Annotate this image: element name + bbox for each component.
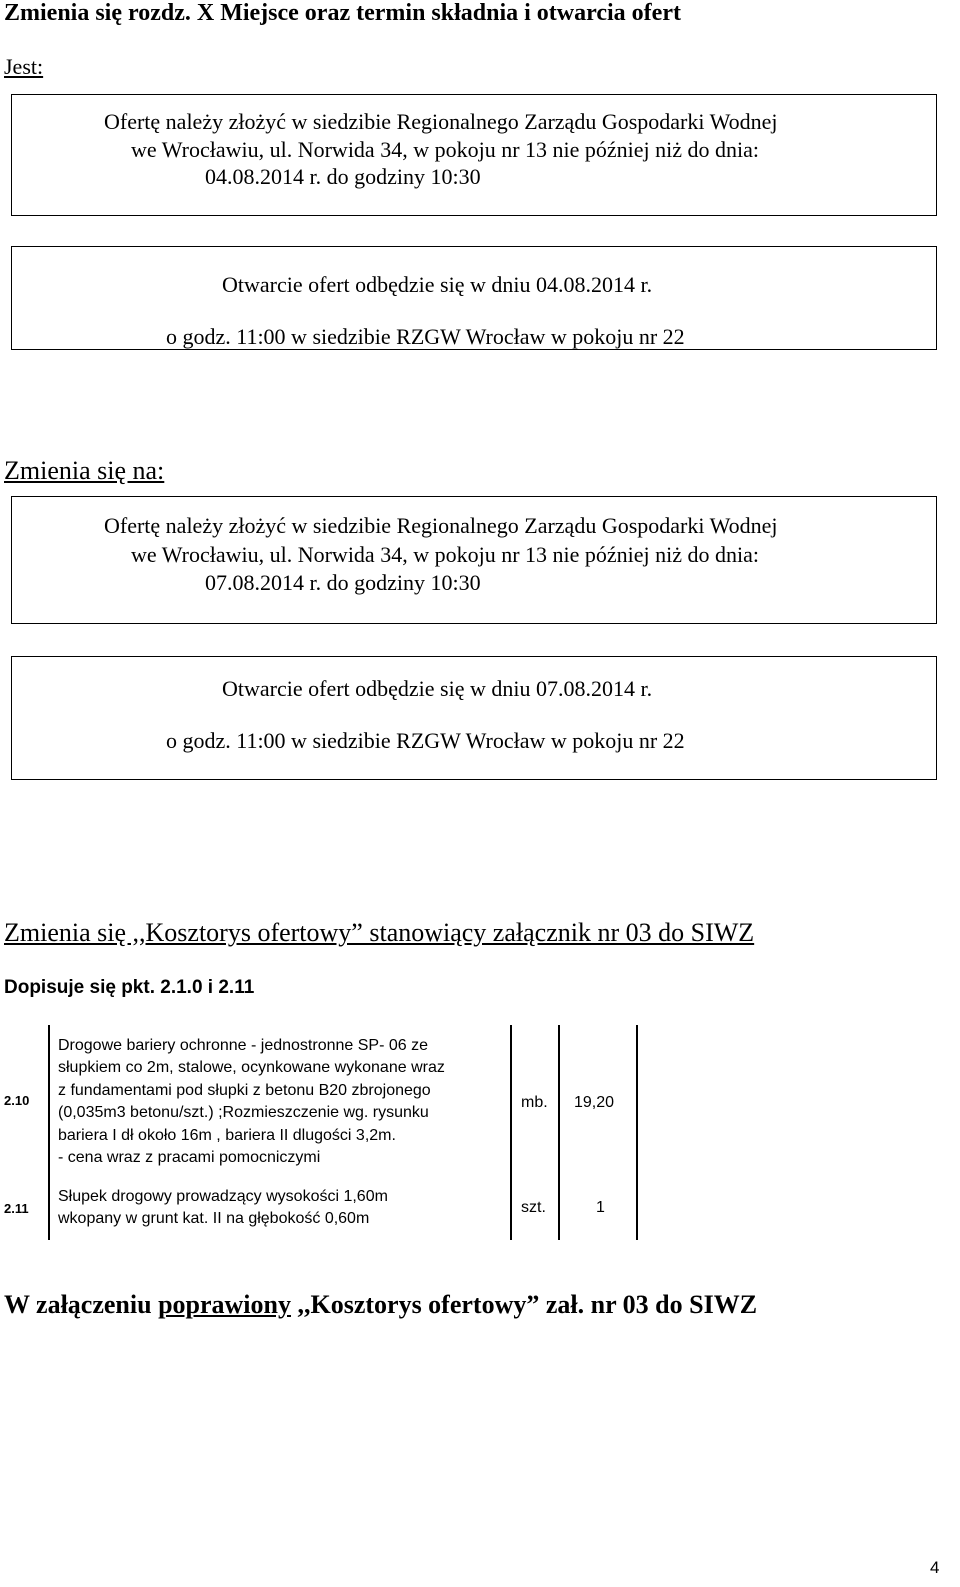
row-number: 2.11 <box>4 1201 29 1216</box>
row-number: 2.10 <box>4 1093 30 1108</box>
box4-line1: Otwarcie ofert odbędzie się w dniu 07.08.2014 r. <box>222 676 653 701</box>
box4-line2: o godz. 11:00 w siedzibie RZGW Wrocław w pokoju nr 22 <box>166 728 685 753</box>
description-line: - cena wraz z pracami pomocniczymi <box>58 1149 321 1167</box>
box3-line2: we Wrocławiu, ul. Norwida 34, w pokoju nr 13 nie później niż do dnia: <box>131 542 760 567</box>
zmienia-na-label: Zmienia się na: <box>4 456 165 485</box>
row-unit: mb. <box>521 1094 548 1111</box>
table-rule-2 <box>510 1025 512 1240</box>
attachment-note-part3: ,,Kosztorys ofertowy” zał. nr 03 do SIWZ <box>290 1290 758 1319</box>
box2-line2: o godz. 11:00 w siedzibie RZGW Wrocław w pokoju nr 22 <box>166 324 685 349</box>
jest-label: Jest: <box>4 54 44 79</box>
box1-line2: we Wrocławiu, ul. Norwida 34, w pokoju nr 13 nie później niż do dnia: <box>131 137 760 162</box>
table-row-description <box>58 1035 445 1169</box>
box2-line1: Otwarcie ofert odbędzie się w dniu 04.08.2014 r. <box>222 272 653 297</box>
box3-line1: Ofertę należy złożyć w siedzibie Regionalnego Zarządu Gospodarki Wodnej <box>104 513 778 538</box>
attachment-note-part1: W załączeniu <box>4 1290 159 1319</box>
description-line: wkopany w grunt kat. II na głębokość 0,60m <box>58 1210 370 1228</box>
attachment-note <box>4 1290 757 1320</box>
description-line: z fundamentami pod słupki z betonu B20 zbrojonego <box>58 1081 431 1099</box>
kosztorys-heading: Zmienia się ,,Kosztorys ofertowy” stanowiący załącznik nr 03 do SIWZ <box>4 918 755 947</box>
table-rule-3 <box>558 1025 560 1240</box>
description-line: bariera I dł około 16m , bariera II dlugości 3,2m. <box>58 1126 396 1144</box>
table-row-description <box>58 1186 388 1231</box>
page-title: Zmienia się rozdz. X Miejsce oraz termin składnia i otwarcia ofert <box>4 0 681 26</box>
dopisuje-line: Dopisuje się pkt. 2.1.0 i 2.11 <box>4 977 255 998</box>
row-quantity: 19,20 <box>574 1094 615 1111</box>
box1-line3: 04.08.2014 r. do godziny 10:30 <box>205 164 481 189</box>
description-line: (0,035m3 betonu/szt.) ;Rozmieszczenie wg. rysunku <box>58 1104 429 1122</box>
row-unit: szt. <box>521 1199 546 1216</box>
attachment-note-emphasis: poprawiony <box>158 1290 291 1319</box>
description-line: Drogowe bariery ochronne - jednostronne SP- 06 ze <box>58 1037 428 1054</box>
box-opening-new <box>11 656 937 780</box>
description-line: Słupek drogowy prowadzący wysokości 1,60m <box>58 1188 388 1205</box>
box3-line3: 07.08.2014 r. do godziny 10:30 <box>205 570 481 595</box>
table-rule-4 <box>636 1025 638 1240</box>
description-line: słupkiem co 2m, stalowe, ocynkowane wykonane wraz <box>58 1059 445 1077</box>
table-rule-1 <box>48 1025 50 1240</box>
box1-line1: Ofertę należy złożyć w siedzibie Regionalnego Zarządu Gospodarki Wodnej <box>104 109 778 134</box>
page-number: 4 <box>930 1558 940 1577</box>
row-quantity: 1 <box>596 1199 605 1216</box>
